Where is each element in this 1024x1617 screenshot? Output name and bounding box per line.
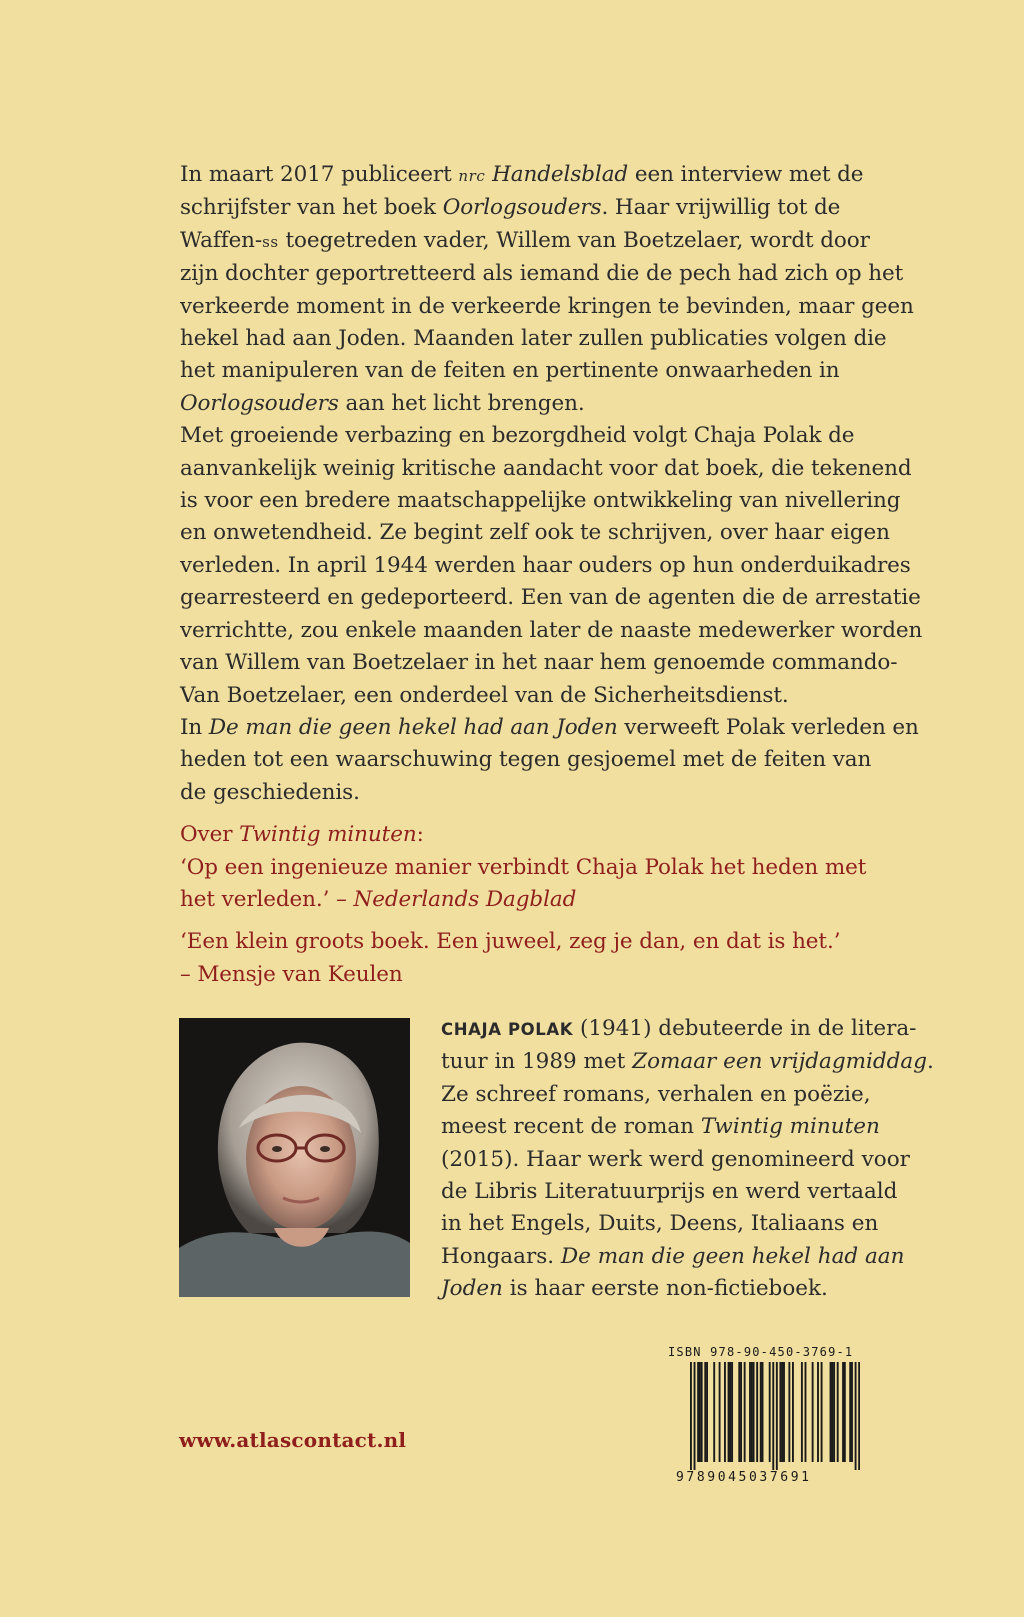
barcode-bar xyxy=(858,1362,860,1470)
barcode-bar xyxy=(706,1362,708,1462)
book-title: De man die geen hekel had aan Joden xyxy=(208,714,618,740)
book-title: Oorlogsouders xyxy=(442,195,602,221)
smallcaps-run: ss xyxy=(262,232,279,251)
barcode-bar xyxy=(690,1362,692,1470)
barcode-bar xyxy=(801,1362,803,1462)
blurb-line: heden tot een waarschuwing tegen gesjoemel met de feiten van xyxy=(180,747,872,773)
blurb-line xyxy=(180,712,919,744)
blurb-line xyxy=(180,225,880,258)
barcode-bar xyxy=(719,1362,721,1462)
blurb-line: van Willem van Boetzelaer in het naar hem genoemde commando- xyxy=(180,650,898,676)
bio-line xyxy=(441,1013,917,1046)
blurb-line: aanvankelijk weinig kritische aandacht voor dat boek, die tekenend xyxy=(180,455,912,481)
quote-line: – Mensje van Keulen xyxy=(180,961,403,987)
barcode-bar xyxy=(729,1362,731,1462)
barcode-bar xyxy=(760,1362,762,1462)
barcode-bar xyxy=(844,1362,846,1462)
blurb-line: het manipuleren van de feiten en pertinente onwaarheden in xyxy=(180,358,840,384)
barcode-bar xyxy=(740,1362,742,1462)
spacer xyxy=(180,916,880,926)
quote-line xyxy=(180,884,880,916)
quote-source: Nederlands Dagblad xyxy=(353,886,577,912)
author-name: CHAJA POLAK xyxy=(441,1020,574,1039)
author-photo xyxy=(179,1018,410,1297)
blurb-text xyxy=(180,159,923,991)
quote-line xyxy=(180,819,880,851)
text-run: : xyxy=(416,822,424,848)
barcode-bar xyxy=(753,1362,755,1462)
spacer xyxy=(180,809,880,819)
text-run: een interview met de xyxy=(628,162,864,187)
barcode-bar xyxy=(756,1362,758,1462)
blurb-line: en onwetendheid. Ze begint zelf ook te schrijven, over haar eigen xyxy=(180,520,890,546)
barcode-bar xyxy=(817,1362,819,1462)
text-run: meest recent de roman xyxy=(441,1114,701,1140)
text-run: Waffen- xyxy=(180,227,263,253)
barcode-bar xyxy=(833,1362,835,1462)
barcode-bar xyxy=(694,1362,696,1470)
barcode-bar xyxy=(776,1362,778,1470)
book-title: Zomaar een vrijdagmiddag xyxy=(632,1049,927,1075)
barcode-bar xyxy=(792,1362,794,1462)
barcode-bar xyxy=(697,1362,699,1462)
text-run: Over xyxy=(180,822,240,848)
blurb-line: verkeerde moment in de verkeerde kringen te bevinden, maar geen xyxy=(180,293,914,319)
barcode-bar xyxy=(713,1362,715,1462)
barcode-bar xyxy=(851,1362,853,1462)
barcode-bar xyxy=(855,1362,857,1470)
barcode-bar xyxy=(812,1362,814,1462)
barcode-bar xyxy=(699,1362,701,1462)
barcode-bar xyxy=(831,1362,833,1462)
bio-line xyxy=(441,1273,901,1305)
newspaper-abbrev: nrc xyxy=(458,167,486,185)
blurb-line: Van Boetzelaer, een onderdeel van de Sicherheitsdienst. xyxy=(180,682,789,708)
text-run: In xyxy=(180,714,209,740)
barcode-bar xyxy=(783,1362,785,1462)
blurb-line: Met groeiende verbazing en bezorgdheid volgt Chaja Polak de xyxy=(180,423,855,449)
text-run: . Haar vrijwillig tot de xyxy=(601,195,841,221)
text-run: verweeft Polak verleden en xyxy=(617,714,919,740)
barcode-bar xyxy=(744,1362,746,1462)
blurb-line: is voor een bredere maatschappelijke ontwikkeling van nivellering xyxy=(180,488,901,514)
book-title: De man die geen hekel had aan xyxy=(560,1243,905,1269)
barcode-bar xyxy=(724,1362,726,1462)
book-title: Twintig minuten xyxy=(239,822,417,848)
barcode-bar xyxy=(731,1362,733,1462)
barcode-bar xyxy=(701,1362,703,1462)
barcode-bar xyxy=(762,1362,764,1462)
quote-line: ‘Op een ingenieuze manier verbindt Chaja Polak het heden met xyxy=(180,854,867,880)
text-run: toegetreden vader, Willem van Boetzelaer, wordt door xyxy=(278,227,870,253)
blurb-line xyxy=(180,192,880,224)
barcode-bar xyxy=(842,1362,844,1462)
bio-line: Ze schreef romans, verhalen en poëzie, xyxy=(441,1081,871,1107)
text-run: In maart 2017 publiceert xyxy=(180,162,459,187)
text-run: . xyxy=(926,1049,934,1075)
barcode-bar xyxy=(769,1362,771,1462)
blurb-line: hekel had aan Joden. Maanden later zullen publicaties volgen die xyxy=(180,326,887,352)
barcode-bar xyxy=(805,1362,807,1462)
text-run: (1941) debuteerde in de litera- xyxy=(573,1016,917,1041)
isbn-label: ISBN 978-90-450-3769-1 xyxy=(668,1345,854,1359)
bio-line xyxy=(441,1241,905,1273)
bio-line: in het Engels, Duits, Deens, Italiaans en xyxy=(441,1211,879,1237)
blurb-line xyxy=(180,388,880,420)
bio-line xyxy=(441,1046,934,1078)
barcode-bar xyxy=(781,1362,783,1462)
text-run: Hongaars. xyxy=(441,1243,561,1269)
text-run: aan het licht brengen. xyxy=(338,390,585,416)
barcode-bar xyxy=(751,1362,753,1462)
bio-line: (2015). Haar werk werd genomineerd voor xyxy=(441,1146,910,1172)
blurb-line: verleden. In april 1944 werden haar ouders op hun onderduikadres xyxy=(180,552,911,578)
barcode-bar xyxy=(788,1362,790,1462)
barcode-bar xyxy=(772,1362,774,1470)
bio-line xyxy=(441,1111,901,1143)
text-run: is haar eerste non-fictieboek. xyxy=(502,1276,828,1302)
author-portrait-image xyxy=(179,1018,410,1297)
barcode-bar xyxy=(779,1362,781,1462)
barcode-bar xyxy=(738,1362,740,1462)
publisher-url[interactable]: www.atlascontact.nl xyxy=(179,1428,407,1452)
author-bio xyxy=(441,1013,934,1306)
blurb-line: gearresteerd en gedeporteerd. Een van de agenten die de arrestatie xyxy=(180,585,921,611)
barcode-bar xyxy=(849,1362,851,1462)
text-run: tuur in 1989 met xyxy=(441,1049,633,1075)
book-title: Twintig minuten xyxy=(700,1114,880,1140)
text-run: schrijfster van het boek xyxy=(180,195,443,221)
blurb-line xyxy=(180,159,880,192)
barcode-bar xyxy=(749,1362,751,1462)
newspaper-name: Handelsblad xyxy=(485,162,629,187)
text-run: het verleden.’ – xyxy=(180,886,354,912)
barcode-digits: 9789045037691 xyxy=(676,1470,812,1485)
barcode-bar xyxy=(837,1362,839,1462)
barcode-bar xyxy=(821,1362,823,1462)
quote-line: ‘Een klein groots boek. Een juweel, zeg je dan, en dat is het.’ xyxy=(180,929,841,955)
barcode-bar xyxy=(704,1362,706,1462)
barcode-bar xyxy=(728,1362,730,1462)
bio-line: de Libris Literatuurprijs en werd vertaald xyxy=(441,1179,898,1205)
barcode-bar xyxy=(830,1362,832,1462)
barcode-icon xyxy=(690,1362,860,1470)
book-title: Oorlogsouders xyxy=(180,390,339,416)
blurb-line: de geschiedenis. xyxy=(180,779,360,805)
book-title: Joden xyxy=(441,1276,503,1302)
blurb-line: verrichtte, zou enkele maanden later de naaste medewerker worden xyxy=(180,617,923,643)
blurb-line: zijn dochter geportretteerd als iemand die de pech had zich op het xyxy=(180,261,904,287)
